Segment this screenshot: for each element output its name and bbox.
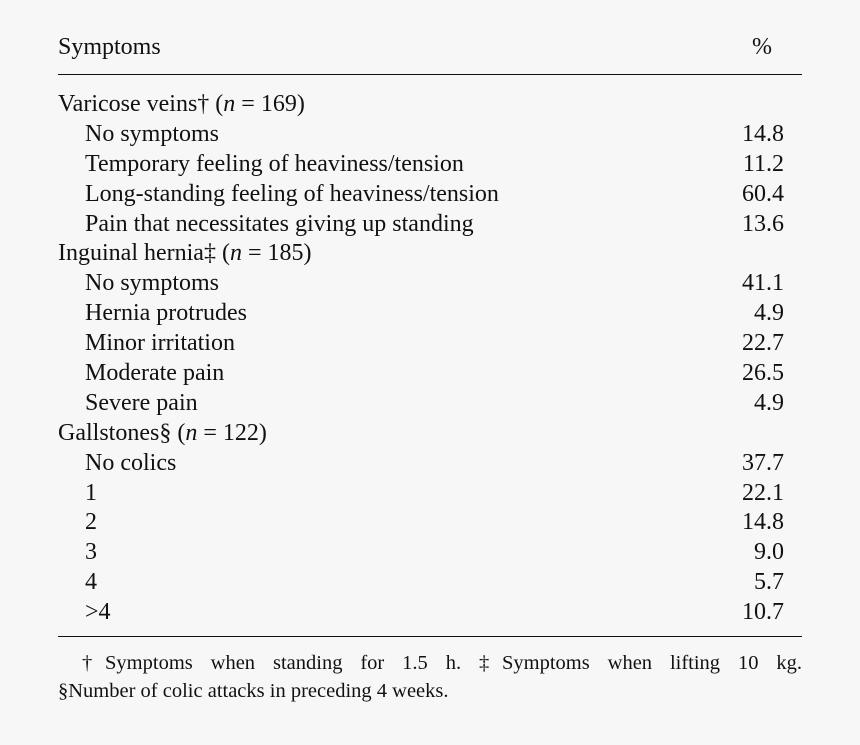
table-footnote	[58, 649, 802, 705]
n-symbol: n	[185, 419, 198, 446]
table-row	[58, 389, 802, 419]
table-row	[58, 359, 802, 389]
row-label: No symptoms	[85, 270, 220, 297]
row-label: Minor irritation	[85, 330, 235, 357]
footnote-line-1: †Symptoms when standing for 1.5 h. ‡Symptoms when lifting 10 kg.	[82, 652, 802, 675]
table-row	[58, 269, 802, 299]
row-label: >4	[85, 599, 111, 626]
table-row	[58, 150, 802, 180]
row-value: 26.5	[742, 360, 784, 387]
row-value: 11.2	[742, 150, 784, 177]
row-value: 10.7	[742, 599, 784, 626]
row-value: 37.7	[742, 449, 784, 476]
row-value: 5.7	[754, 569, 784, 596]
group-title: Gallstones§	[58, 419, 172, 446]
row-value: 60.4	[742, 180, 784, 207]
table-row	[58, 449, 802, 479]
group-title: Inguinal hernia‡	[58, 240, 216, 267]
footnote-line-2: §Number of colic attacks in preceding 4 weeks.	[58, 680, 449, 703]
group-header-varicose-veins: Varicose veins† (n = 169)	[58, 91, 305, 117]
row-label: Long-standing feeling of heaviness/tension	[85, 180, 499, 207]
row-value: 22.1	[742, 479, 784, 506]
row-label: Moderate pain	[85, 360, 225, 387]
row-value: 14.8	[742, 120, 784, 147]
table-row	[58, 299, 802, 329]
table-body	[58, 75, 802, 628]
table-row	[58, 508, 802, 538]
row-label: No colics	[85, 449, 177, 476]
row-label: Hernia protrudes	[85, 300, 247, 327]
row-value: 4.9	[754, 389, 784, 416]
group-header-inguinal-hernia: Inguinal hernia‡ (n = 185)	[58, 240, 312, 267]
n-symbol: n	[223, 91, 236, 117]
group-title: Varicose veins†	[58, 91, 210, 117]
row-value: 22.7	[742, 330, 784, 357]
row-value: 13.6	[742, 210, 784, 237]
row-value: 41.1	[742, 270, 784, 297]
n-symbol: n	[229, 240, 242, 267]
row-value: 14.8	[742, 509, 784, 536]
row-label: Temporary feeling of heaviness/tension	[85, 150, 464, 177]
row-label: 3	[85, 539, 97, 566]
row-value: 4.9	[754, 300, 784, 327]
table-row	[58, 120, 802, 150]
row-value: 9.0	[754, 539, 784, 566]
row-label: 4	[85, 569, 97, 596]
table-row	[58, 538, 802, 568]
bottom-rule	[58, 636, 802, 637]
row-label: Pain that necessitates giving up standing	[85, 210, 474, 237]
table-row	[58, 598, 802, 628]
table-row	[58, 210, 802, 240]
symptoms-table	[58, 30, 802, 705]
table-row	[58, 568, 802, 598]
header-symptoms: Symptoms	[58, 34, 161, 60]
row-label: 2	[85, 509, 97, 536]
row-label: 1	[85, 479, 97, 506]
header-percent: %	[752, 34, 772, 60]
row-label: No symptoms	[85, 120, 220, 147]
row-label: Severe pain	[85, 389, 198, 416]
group-header-gallstones: Gallstones§ (n = 122)	[58, 419, 267, 446]
table-row	[58, 479, 802, 509]
table-row	[58, 329, 802, 359]
table-row	[58, 180, 802, 210]
table-header	[58, 30, 802, 75]
